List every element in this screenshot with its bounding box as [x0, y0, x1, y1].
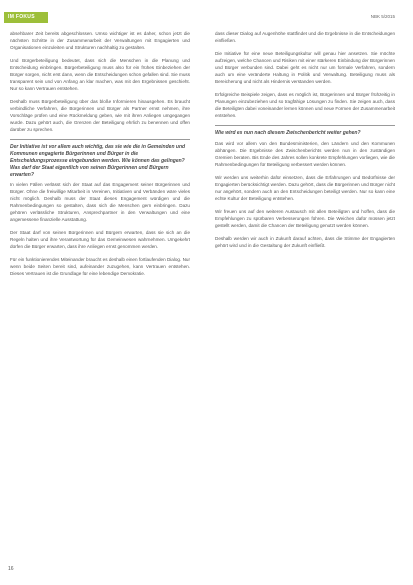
paragraph: Wir werden uns weiterhin dafür einsetzen, dass die Erfahrungen und Bedürfnisse der Engagierten berücksichtigt werden. Dazu gehört, dass die Bürgerinnen und Bürger nicht nur angehört, sondern auch an den Entscheidungen beteiligt werden. Nur so kann eine echte Kultur der Beteiligung entstehen. [215, 175, 395, 201]
paragraph: Für ein funktionierendes Miteinander braucht es deshalb einen fortlaufenden Dialog. Nur wenn beide Seiten bereit sind, aufeinander zuzugehen, kann Vertrauen entstehen. Dieses Vertrauen ist die Grundlage für eine lebendige Demokratie. [10, 257, 190, 276]
paragraph: In vielen Fällen verlässt sich der Staat auf das Engagement seiner Bürgerinnen und Bürger. Ohne die freiwillige Mitarbeit in Vereinen, Initiativen und Verbänden wäre vieles nicht möglich. Deshalb muss der Staat dieses Engagement würdigen und die Rahmenbedingungen so gestalten, dass sich die Menschen gern einbringen. Dazu gehören verlässliche Strukturen, Ansprechpartner in den Verwaltungen und eine angemessene finanzielle Ausstattung. [10, 182, 190, 222]
paragraph: Deshalb werden wir auch in Zukunft darauf achten, dass die Stimme der Engagierten gehört wird und in die Gestaltung der Zukunft einfließt. [215, 236, 395, 248]
paragraph: absehbarer Zeit bereits abgeschlossen. Umso wichtiger ist es daher, schon jetzt die nächsten Schritte in der Zusammenarbeit der Verwaltungen mit Engagierten und Organisationen einzuleiten und Strukturen nachhaltig zu gestalten. [10, 31, 190, 50]
right-column [215, 30, 395, 255]
section-tag: IM FOKUS [4, 12, 48, 23]
paragraph: Die Initiative für eine neue Beteiligungskultur will genau hier ansetzen. Sie möchte aufzeigen, welche Chancen und Risiken mit einer stärkeren Einbindung der Bürgerinnen und Bürger verbunden sind. Dabei geht es nicht nur um formale Verfahren, sondern auch um eine veränderte Haltung in Politik und Verwaltung. Beteiligung muss als Bereicherung und nicht als Hindernis verstanden werden. [215, 51, 395, 84]
section-subhead: Wie wird es nun nach diesem Zwischenbericht weiter gehen? [215, 125, 395, 137]
paragraph: Deshalb muss Bürgerbeteiligung über das bloße Informieren hinausgehen. Es braucht verbindliche Verfahren, die Bürgerinnen und Bürger als Partner ernst nehmen, ihre Vorschläge prüfen und eine Rückmeldung geben, wie mit ihren Anliegen umgegangen wurde. Dazu gehört auch, die Grenzen der Beteiligung ehrlich zu benennen und offen darüber zu sprechen. [10, 99, 190, 132]
paragraph: Das wird vor allem von den Bundesministerien, den Ländern und den Kommunen abhängen. Die Ergebnisse des Zwischenberichts werden nun in den zuständigen Gremien beraten. Bis Ende des Jahres sollen konkrete Empfehlungen vorliegen, wie die Rahmenbedingungen für Beteiligung verbessert werden können. [215, 141, 395, 167]
paragraph: Wir freuen uns auf den weiteren Austausch mit allen Beteiligten und hoffen, dass die Empfehlungen zu spürbaren Verbesserungen führen. Die Weichen dafür müssen jetzt gestellt werden, damit die Chancen der Beteiligung genutzt werden können. [215, 209, 395, 228]
paragraph: dass dieser Dialog auf Augenhöhe stattfindet und die Ergebnisse in die Entscheidungen einfließen. [215, 31, 395, 43]
paragraph: Der Staat darf von seinen Bürgerinnen und Bürgern erwarten, dass sie sich an die Regeln halten und ihre Verantwortung für das Gemeinwesen wahrnehmen. Umgekehrt dürfen die Bürger erwarten, dass ihre Anliegen ernst genommen werden. [10, 230, 190, 249]
left-column [10, 30, 190, 283]
paragraph: Und Bürgerbeteiligung bedeutet, dass sich die Menschen in die Planung und Entscheidung einbringen. Bürgerbeteiligung muss also für ein frühes Einbeziehen der Bürger sorgen, nicht erst dann, wenn die Entscheidungen schon gefallen sind. Sie muss transparent sein und von Anfang an klar machen, was mit den Ergebnissen geschieht. Nur so kann Vertrauen entstehen. [10, 58, 190, 91]
page-number: 16 [8, 566, 14, 572]
pull-quote: Der Initiative ist vor allem auch wichtig, das sie wie die in Gemeinden und Kommunen engagierte Bürgerinnen und Bürger in die Entscheidungsprozesse eingebunden werden. Wie können das gelingen? Was darf der Staat eigentlich von seinen Bürgerinnen und Bürgern erwarten? [10, 139, 190, 179]
issue-label: NBK 5/2015 [370, 14, 395, 19]
paragraph: Erfolgreiche Beispiele zeigen, dass es möglich ist, Bürgerinnen und Bürger frühzeitig in Planungen einzubeziehen und so tragfähige Lösungen zu finden. Sie zeigen auch, dass die Beteiligten dabei voneinander lernen können und neue Formen der Zusammenarbeit entstehen. [215, 92, 395, 118]
